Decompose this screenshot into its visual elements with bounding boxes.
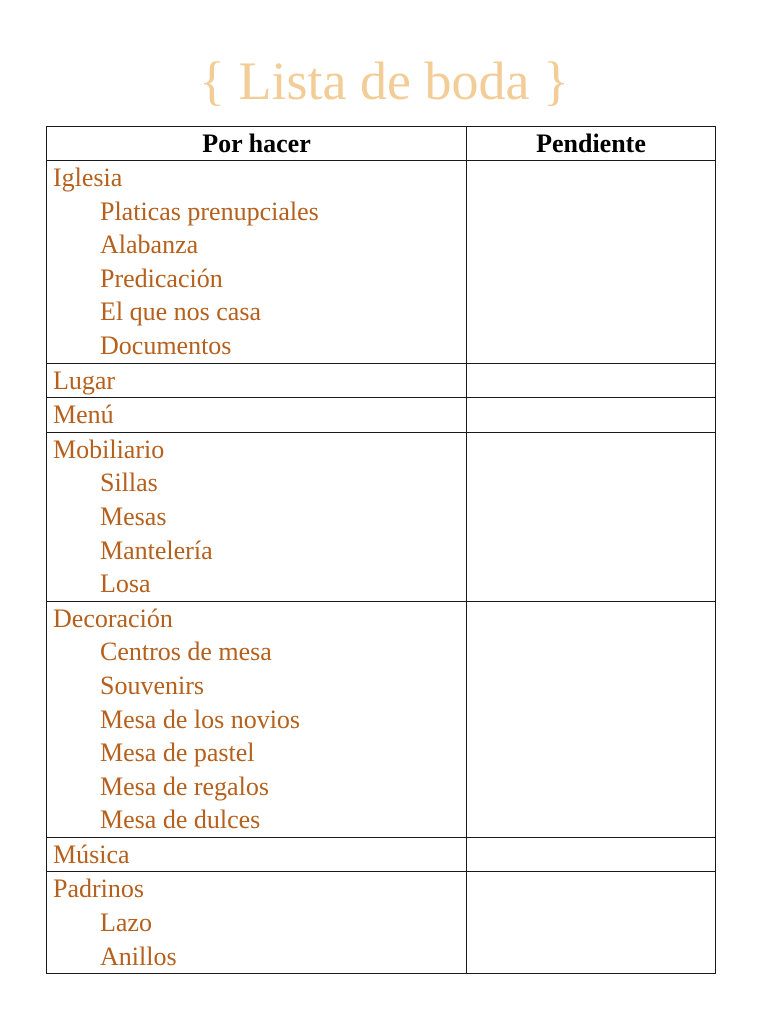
- section-label: Menú: [53, 400, 114, 430]
- table-row: [47, 363, 716, 398]
- subtask-label: Mesa de regalos: [100, 771, 269, 801]
- section-label: Decoración: [53, 603, 173, 633]
- subtask-label: Documentos: [100, 330, 232, 360]
- column-header-pendiente: Pendiente: [467, 127, 716, 161]
- wedding-checklist-table: [46, 126, 716, 974]
- subtask-label: Alabanza: [100, 230, 199, 260]
- table-row: [47, 432, 716, 601]
- pending-cell: [467, 872, 716, 974]
- table-header-row: [47, 127, 716, 161]
- pending-cell: [467, 601, 716, 837]
- table-row: [47, 161, 716, 364]
- section-label: Música: [53, 839, 130, 869]
- task-cell: [47, 161, 467, 364]
- task-cell: [47, 872, 467, 974]
- task-cell: [47, 398, 467, 433]
- section-label: Lugar: [53, 365, 116, 395]
- subtask-label: Lazo: [100, 908, 152, 938]
- page-title: { Lista de boda }: [199, 51, 569, 111]
- section-label: Padrinos: [53, 874, 144, 904]
- column-header-por-hacer: Por hacer: [47, 127, 467, 161]
- subtask-label: El que nos casa: [100, 297, 262, 327]
- subtask-label: Mesa de dulces: [100, 805, 261, 835]
- table-row: [47, 872, 716, 974]
- subtask-label: Mesa de pastel: [100, 738, 255, 768]
- subtask-label: Mesas: [100, 501, 167, 531]
- task-cell: [47, 837, 467, 872]
- subtask-label: Platicas prenupciales: [100, 196, 319, 226]
- task-cell: [47, 363, 467, 398]
- section-label: Iglesia: [53, 163, 123, 192]
- table-body: [47, 161, 716, 974]
- task-cell: [47, 432, 467, 601]
- pending-cell: [467, 363, 716, 398]
- subtask-label: Mesa de los novios: [100, 704, 301, 734]
- table-row: [47, 398, 716, 433]
- subtask-label: Predicación: [100, 263, 223, 293]
- subtask-label: Anillos: [100, 941, 177, 971]
- pending-cell: [467, 161, 716, 364]
- subtask-label: Mantelería: [100, 535, 213, 565]
- subtask-label: Losa: [100, 569, 151, 599]
- task-cell: [47, 601, 467, 837]
- pending-cell: [467, 432, 716, 601]
- pending-cell: [467, 837, 716, 872]
- subtask-label: Souvenirs: [100, 670, 204, 700]
- table-row: [47, 601, 716, 837]
- pending-cell: [467, 398, 716, 433]
- table-row: [47, 837, 716, 872]
- section-label: Mobiliario: [53, 434, 165, 464]
- subtask-label: Sillas: [100, 468, 158, 498]
- subtask-label: Centros de mesa: [100, 637, 272, 667]
